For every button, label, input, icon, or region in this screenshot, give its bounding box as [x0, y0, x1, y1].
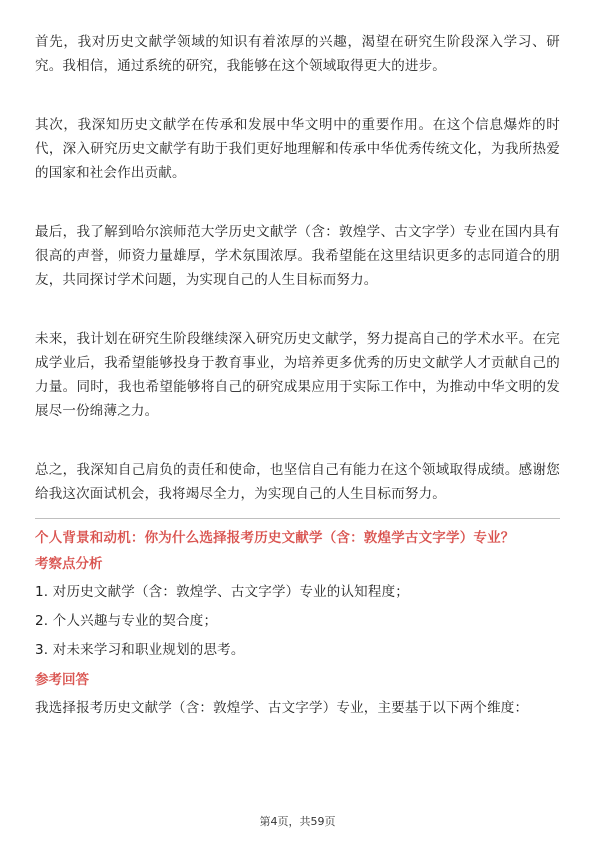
- page-number: 第4页，共59页: [259, 815, 336, 828]
- paragraph-1: 首先，我对历史文献学领域的知识有着浓厚的兴趣，渴望在研究生阶段深入学习、研究。我相信，通过系统的研究，我能够在这个领域取得更大的进步。: [35, 34, 560, 74]
- page-content: [35, 30, 560, 719]
- analysis-item-1: 1. 对历史文献学（含：敦煌学、古文字学）专业的认知程度；: [35, 584, 409, 600]
- question-title: 个人背景和动机：你为什么选择报考历史文献学（含：敦煌学古文字学）专业？: [35, 530, 515, 546]
- reference-heading: 参考回答: [35, 672, 89, 688]
- analysis-item-2: 2. 个人兴趣与专业的契合度；: [35, 613, 218, 629]
- paragraph-3: 最后，我了解到哈尔滨师范大学历史文献学（含：敦煌学、古文字学）专业在国内具有很高的声誉，师资力量雄厚，学术氛围浓厚。我希望能在这里结识更多的志同道合的朋友，共同探讨学术问题，为实现自己的人生目标而努力。: [35, 224, 560, 288]
- paragraph-4: 未来，我计划在研究生阶段继续深入研究历史文献学，努力提高自己的学术水平。在完成学业后，我希望能够投身于教育事业，为培养更多优秀的历史文献学人才贡献自己的力量。同时，我也希望能够将自己的研究成果应用于实际工作中，为推动中华文明的发展尽一份绵薄之力。: [35, 331, 560, 419]
- reference-answer: 我选择报考历史文献学（含：敦煌学、古文字学）专业，主要基于以下两个维度：: [35, 700, 529, 716]
- analysis-item-3: 3. 对未来学习和职业规划的思考。: [35, 642, 245, 658]
- section-divider: [35, 518, 560, 519]
- analysis-heading: 考察点分析: [35, 556, 103, 572]
- paragraph-2: 其次，我深知历史文献学在传承和发展中华文明中的重要作用。在这个信息爆炸的时代，深入研究历史文献学有助于我们更好地理解和传承中华优秀传统文化，为我所热爱的国家和社会作出贡献。: [35, 117, 560, 181]
- paragraph-5: 总之，我深知自己肩负的责任和使命，也坚信自己有能力在这个领域取得成绩。感谢您给我这次面试机会，我将竭尽全力，为实现自己的人生目标而努力。: [35, 462, 560, 502]
